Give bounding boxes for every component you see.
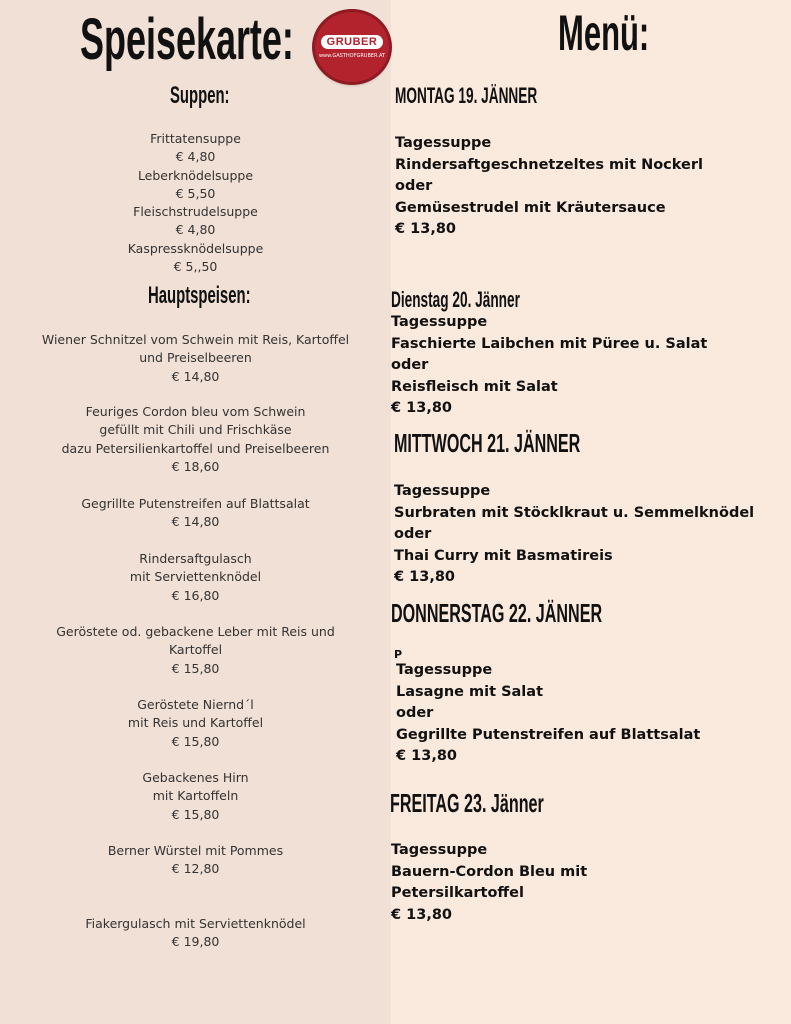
day-heading-wednesday: MITTWOCH 21. JÄNNER — [394, 428, 581, 458]
soups-heading: Suppen: — [170, 82, 230, 109]
mains-heading: Hauptspeisen: — [148, 282, 251, 309]
day-menu-tuesday: Tagessuppe Faschierte Laibchen mit Püree u. Salat oder Reisfleisch mit Salat € 13,80 — [391, 314, 708, 416]
menu-title: Menü: — [558, 5, 650, 61]
main-item: Gebackenes Hirn mit Kartoffeln € 15,80 — [142, 770, 249, 822]
main-item: Geröstete Niernd´l mit Reis und Kartoffel € 15,80 — [127, 697, 264, 749]
gruber-logo — [307, 4, 397, 90]
stray-letter: P — [394, 648, 403, 661]
day-heading-thursday: DONNERSTAG 22. JÄNNER — [391, 598, 603, 628]
main-item: Gegrillte Putenstreifen auf Blattsalat € 14,80 — [81, 496, 310, 530]
logo-seal — [315, 12, 389, 82]
logo-badge: GRUBER — [321, 35, 384, 49]
day-menu-friday: Tagessuppe Bauern-Cordon Bleu mit Petersilkartoffel € 13,80 — [391, 842, 588, 923]
soup-item: Frittatensuppe € 4,80 — [150, 131, 241, 165]
day-heading-monday: MONTAG 19. JÄNNER — [395, 83, 538, 108]
main-item: Feuriges Cordon bleu vom Schwein gefüllt mit Chili und Frischkäse dazu Petersilienkartoffel und Preiselbeeren € 18,60 — [61, 404, 330, 475]
main-item: Geröstete od. gebackene Leber mit Reis und Kartoffel € 15,80 — [56, 624, 335, 676]
day-menu-monday: Tagessuppe Rindersaftgeschnetzeltes mit Nockerl oder Gemüsestrudel mit Kräutersauce € 13,80 — [395, 135, 703, 237]
main-item: Fiakergulasch mit Serviettenknödel € 19,80 — [85, 916, 306, 950]
soup-item: Fleischstrudelsuppe € 4,80 — [133, 204, 258, 238]
day-heading-friday: FREITAG 23. Jänner — [390, 788, 544, 818]
day-menu-wednesday: Tagessuppe Surbraten mit Stöcklkraut u. Semmelknödel oder Thai Curry mit Basmatireis € 13,80 — [394, 483, 755, 585]
main-item: Rindersaftgulasch mit Serviettenknödel € 16,80 — [129, 551, 262, 603]
main-item: Berner Würstel mit Pommes € 12,80 — [107, 843, 284, 877]
day-heading-tuesday: Dienstag 20. Jänner — [391, 287, 520, 312]
soup-item: Leberknödelsuppe € 5,50 — [137, 168, 254, 202]
logo-url: www.GASTHOFGRUBER.AT — [318, 53, 386, 59]
soup-item: Kaspressknödelsuppe € 5,,50 — [127, 241, 264, 275]
day-menu-thursday: Tagessuppe Lasagne mit Salat oder Gegrillte Putenstreifen auf Blattsalat € 13,80 — [396, 662, 701, 764]
main-item: Wiener Schnitzel vom Schwein mit Reis, Kartoffel und Preiselbeeren € 14,80 — [41, 332, 350, 384]
speisekarte-title: Speisekarte: — [80, 7, 294, 72]
